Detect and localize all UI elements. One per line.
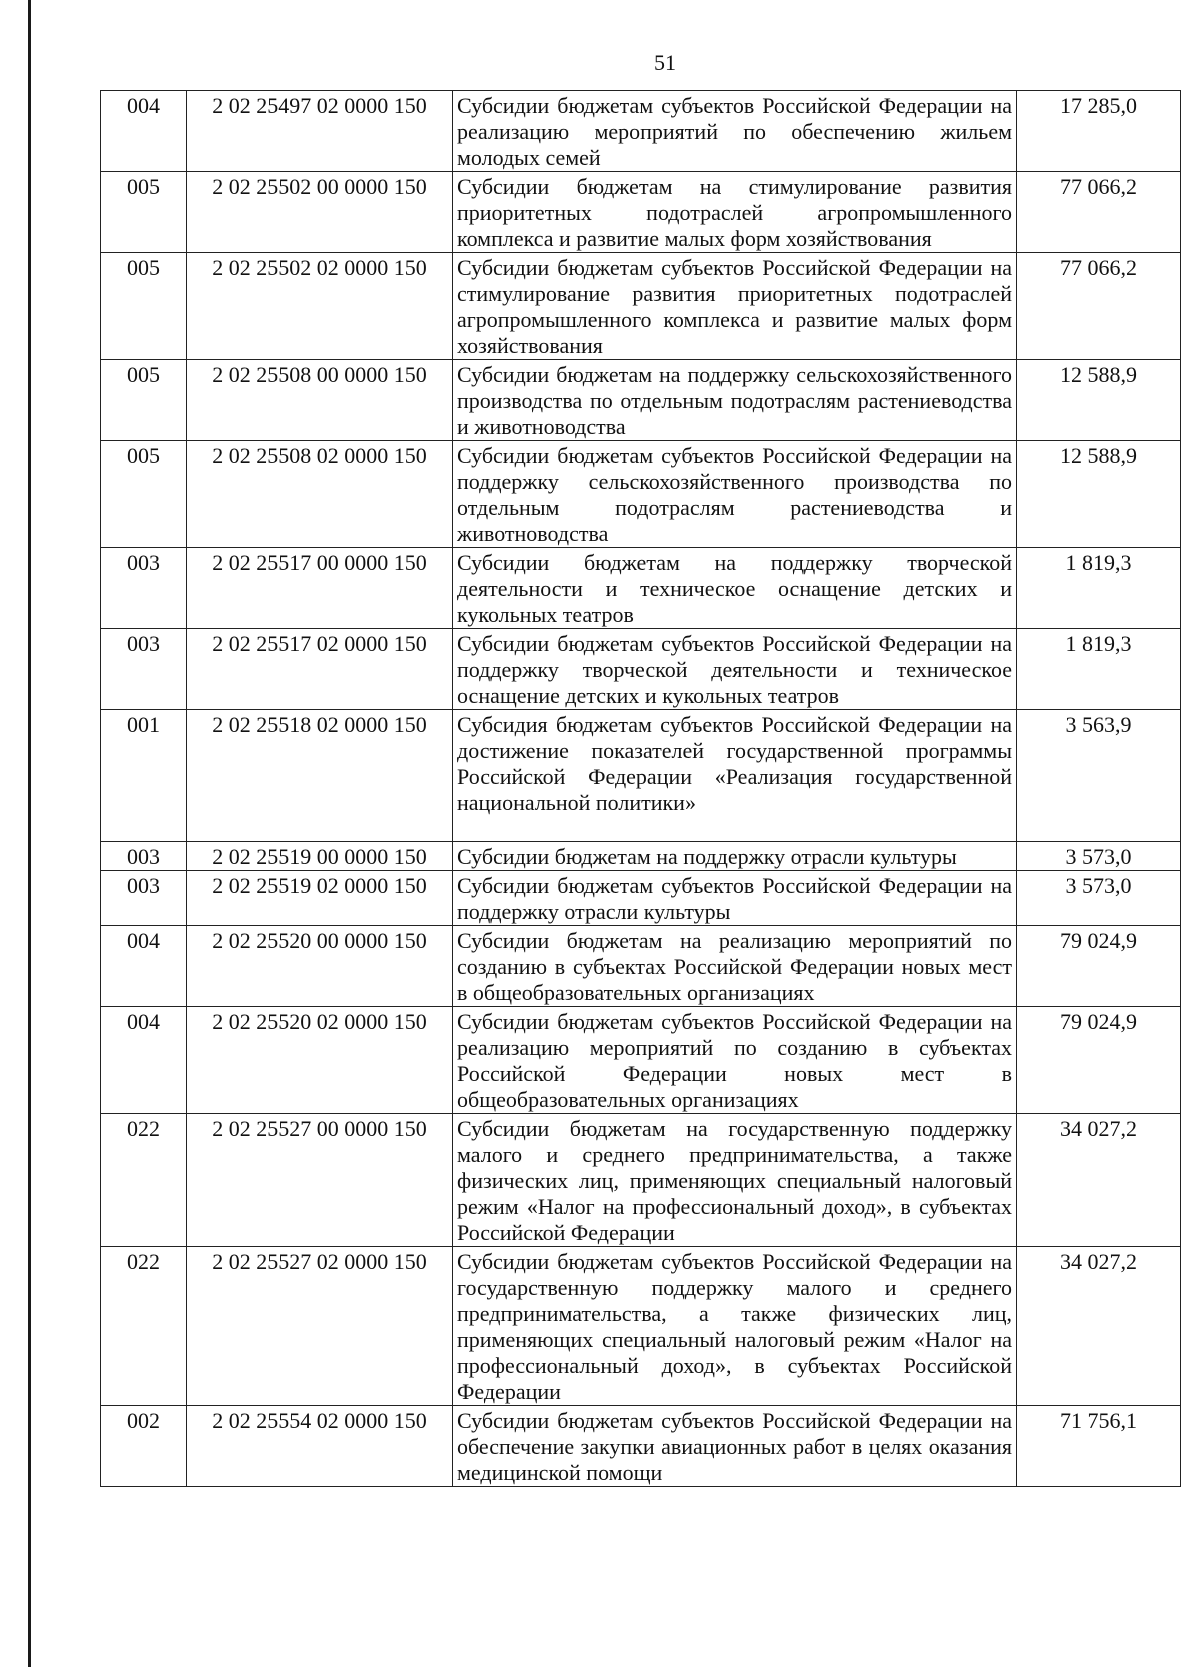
table-row (101, 1247, 1181, 1406)
income-name-cell: Субсидии бюджетам на государственную поддержку малого и среднего предпринимательства, а также физических лиц, применяющих специальный налоговый режим «Налог на профессиональный доход», в субъектах Российской Федерации (453, 1114, 1017, 1247)
income-name-cell: Субсидии бюджетам субъектов Российской Федерации на государственную поддержку малого и среднего предпринимательства, а также физических лиц, применяющих специальный налоговый режим «Налог на профессиональный доход», в субъектах Российской Федерации (453, 1247, 1017, 1406)
amount-cell: 12 588,9 (1017, 360, 1181, 441)
income-name-cell: Субсидии бюджетам на стимулирование развития приоритетных подотраслей агропромышленного комплекса и развитие малых форм хозяйствования (453, 172, 1017, 253)
budget-code-cell: 2 02 25519 02 0000 150 (187, 871, 453, 926)
scan-edge-line (28, 0, 31, 1667)
amount-cell: 3 573,0 (1017, 871, 1181, 926)
table-row (101, 926, 1181, 1007)
income-name-cell: Субсидии бюджетам субъектов Российской Федерации на поддержку отрасли культуры (453, 871, 1017, 926)
income-name-cell: Субсидии бюджетам субъектов Российской Федерации на реализацию мероприятий по созданию в субъектах Российской Федерации новых мест в общеобразовательных организациях (453, 1007, 1017, 1114)
admin-code-cell: 003 (101, 629, 187, 710)
table-row (101, 842, 1181, 871)
amount-cell: 71 756,1 (1017, 1406, 1181, 1487)
table-row (101, 1114, 1181, 1247)
table-row (101, 172, 1181, 253)
amount-cell: 3 573,0 (1017, 842, 1181, 871)
amount-cell: 3 563,9 (1017, 710, 1181, 842)
admin-code-cell: 005 (101, 360, 187, 441)
admin-code-cell: 005 (101, 253, 187, 360)
admin-code-cell: 022 (101, 1114, 187, 1247)
amount-cell: 12 588,9 (1017, 441, 1181, 548)
table-row (101, 871, 1181, 926)
admin-code-cell: 004 (101, 1007, 187, 1114)
income-name-cell: Субсидия бюджетам субъектов Российской Федерации на достижение показателей государственной программы Российской Федерации «Реализация государственной национальной политики» (453, 710, 1017, 842)
income-name-cell: Субсидии бюджетам на поддержку отрасли культуры (453, 842, 1017, 871)
income-name-cell: Субсидии бюджетам субъектов Российской Федерации на поддержку сельскохозяйственного производства по отдельным подотраслям растениеводства и животноводства (453, 441, 1017, 548)
amount-cell: 34 027,2 (1017, 1114, 1181, 1247)
admin-code-cell: 002 (101, 1406, 187, 1487)
admin-code-cell: 001 (101, 710, 187, 842)
income-name-cell: Субсидии бюджетам субъектов Российской Федерации на стимулирование развития приоритетных подотраслей агропромышленного комплекса и развитие малых форм хозяйствования (453, 253, 1017, 360)
table-row (101, 548, 1181, 629)
budget-code-cell: 2 02 25527 00 0000 150 (187, 1114, 453, 1247)
admin-code-cell: 003 (101, 871, 187, 926)
amount-cell: 79 024,9 (1017, 1007, 1181, 1114)
budget-code-cell: 2 02 25508 02 0000 150 (187, 441, 453, 548)
income-name-cell: Субсидии бюджетам субъектов Российской Федерации на обеспечение закупки авиационных работ в целях оказания медицинской помощи (453, 1406, 1017, 1487)
income-name-cell: Субсидии бюджетам субъектов Российской Федерации на реализацию мероприятий по обеспечению жильем молодых семей (453, 91, 1017, 172)
budget-code-cell: 2 02 25519 00 0000 150 (187, 842, 453, 871)
page-number: 51 (654, 50, 676, 75)
income-name-cell: Субсидии бюджетам субъектов Российской Федерации на поддержку творческой деятельности и техническое оснащение детских и кукольных театров (453, 629, 1017, 710)
table-row (101, 253, 1181, 360)
budget-code-cell: 2 02 25527 02 0000 150 (187, 1247, 453, 1406)
amount-cell: 1 819,3 (1017, 629, 1181, 710)
budget-code-cell: 2 02 25517 02 0000 150 (187, 629, 453, 710)
table-row (101, 91, 1181, 172)
amount-cell: 17 285,0 (1017, 91, 1181, 172)
amount-cell: 34 027,2 (1017, 1247, 1181, 1406)
budget-code-cell: 2 02 25508 00 0000 150 (187, 360, 453, 441)
budget-code-cell: 2 02 25518 02 0000 150 (187, 710, 453, 842)
admin-code-cell: 004 (101, 91, 187, 172)
table-row (101, 360, 1181, 441)
amount-cell: 77 066,2 (1017, 172, 1181, 253)
budget-income-table (100, 90, 1181, 1487)
income-name-cell: Субсидии бюджетам на поддержку сельскохозяйственного производства по отдельным подотраслям растениеводства и животноводства (453, 360, 1017, 441)
admin-code-cell: 003 (101, 548, 187, 629)
budget-code-cell: 2 02 25520 00 0000 150 (187, 926, 453, 1007)
budget-code-cell: 2 02 25520 02 0000 150 (187, 1007, 453, 1114)
budget-code-cell: 2 02 25497 02 0000 150 (187, 91, 453, 172)
table-row (101, 1007, 1181, 1114)
budget-code-cell: 2 02 25502 02 0000 150 (187, 253, 453, 360)
budget-code-cell: 2 02 25502 00 0000 150 (187, 172, 453, 253)
admin-code-cell: 003 (101, 842, 187, 871)
admin-code-cell: 004 (101, 926, 187, 1007)
table-row (101, 710, 1181, 842)
admin-code-cell: 005 (101, 172, 187, 253)
budget-code-cell: 2 02 25554 02 0000 150 (187, 1406, 453, 1487)
amount-cell: 79 024,9 (1017, 926, 1181, 1007)
income-name-cell: Субсидии бюджетам на поддержку творческой деятельности и техническое оснащение детских и кукольных театров (453, 548, 1017, 629)
admin-code-cell: 005 (101, 441, 187, 548)
admin-code-cell: 022 (101, 1247, 187, 1406)
amount-cell: 1 819,3 (1017, 548, 1181, 629)
amount-cell: 77 066,2 (1017, 253, 1181, 360)
income-name-cell: Субсидии бюджетам на реализацию мероприятий по созданию в субъектах Российской Федерации новых мест в общеобразовательных организациях (453, 926, 1017, 1007)
table-row (101, 629, 1181, 710)
budget-code-cell: 2 02 25517 00 0000 150 (187, 548, 453, 629)
table-row (101, 1406, 1181, 1487)
table-row (101, 441, 1181, 548)
